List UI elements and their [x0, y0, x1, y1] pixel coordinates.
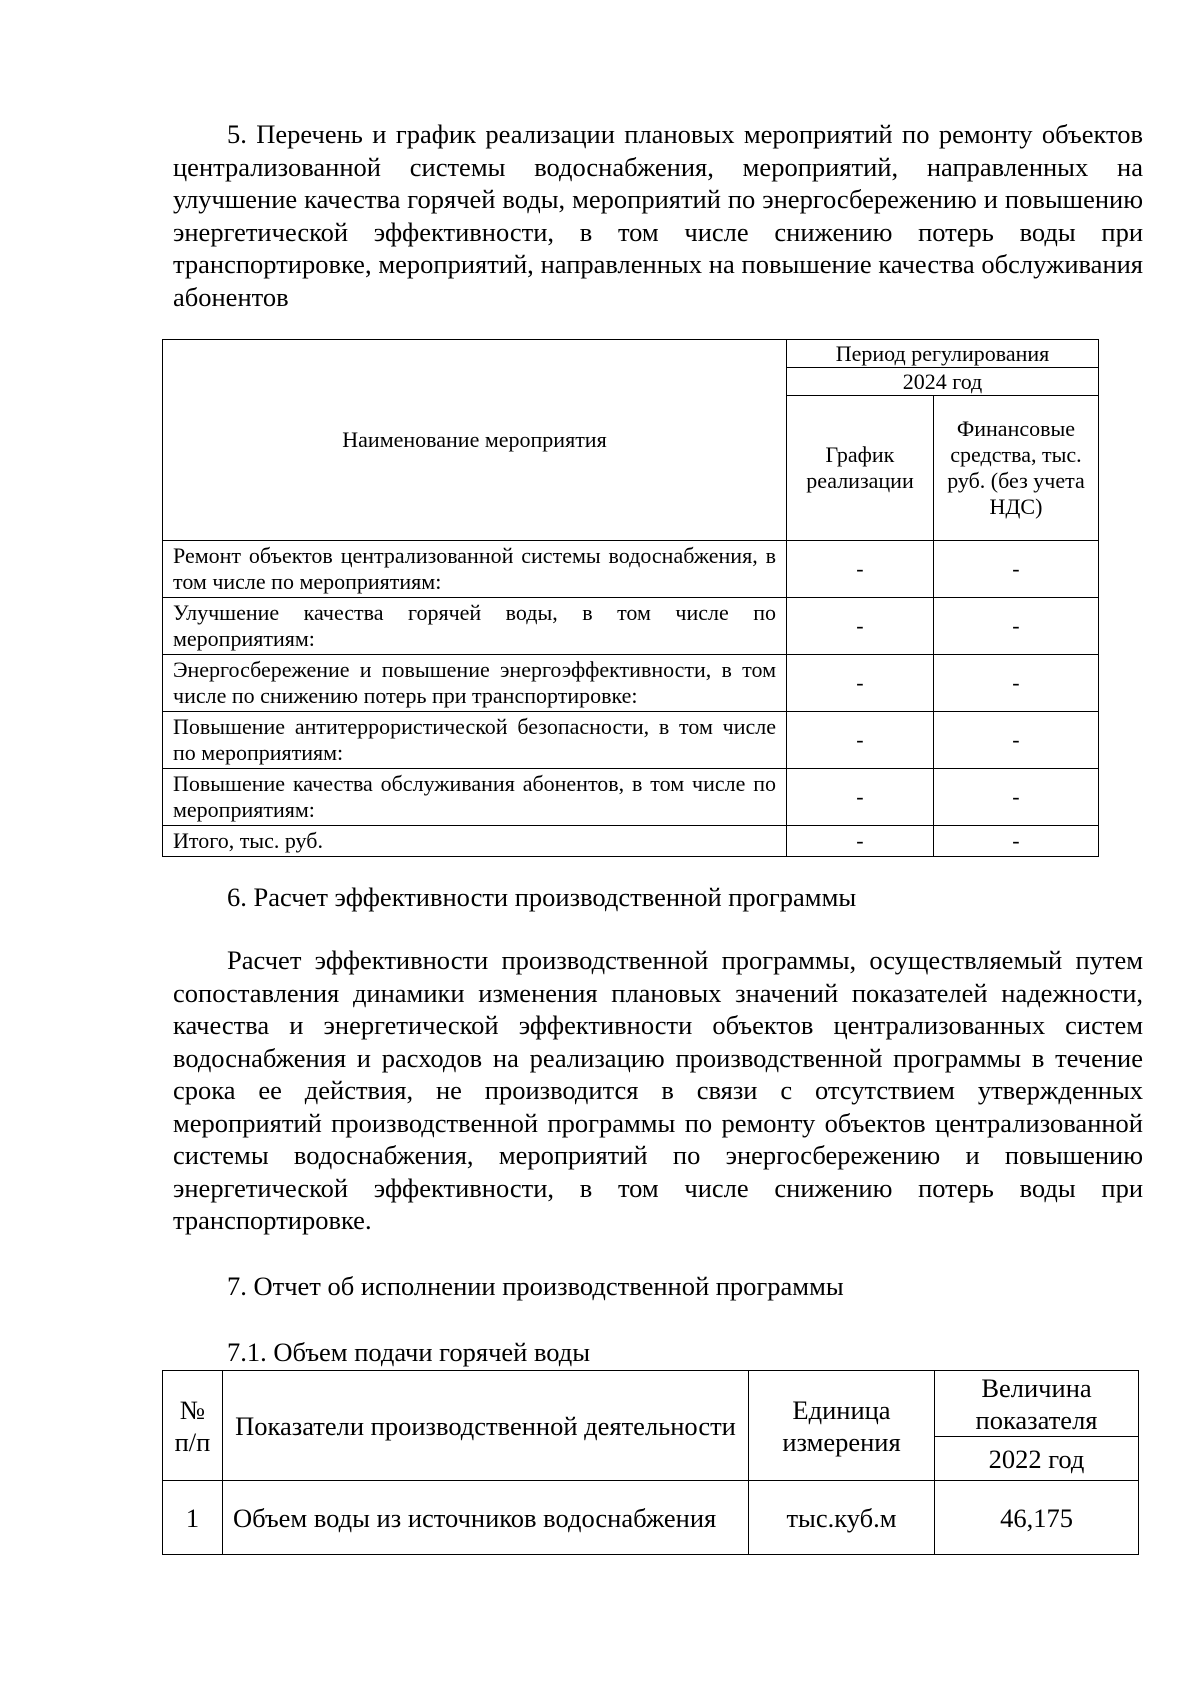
- schedule-value: -: [787, 541, 934, 598]
- section-5-heading: 5. Перечень и график реализации плановых мероприятий по ремонту объектов централизованной системы водоснабжения, мероприятий, направленных на улучшение качества горячей воды, мероприятий по энергосбережению и повышению энергетической эффективности, в том числе снижению потерь воды при транспортировке, мероприятий, направленных на повышение качества обслуживания абонентов: [173, 119, 1143, 312]
- value-year-header: 2022 год: [935, 1437, 1139, 1481]
- row-number-header: № п/п: [163, 1371, 223, 1481]
- schedule-value: -: [787, 826, 934, 857]
- section-6-body: Расчет эффективности производственной программы, осуществляемый путем сопоставления динамики изменения плановых значений показателей надежности, качества и энергетической эффективности объектов централизованных систем водоснабжения и расходов на реализацию производственной программы в течение срока ее действия, не производится в связи с отсутствием утвержденных мероприятий производственной программы по ремонту объектов централизованной системы водоснабжения, мероприятий по энергосбережению и повышению энергетической эффективности, в том числе снижению потерь воды при транспортировке.: [173, 945, 1143, 1235]
- table-row: [163, 598, 1099, 655]
- finance-value: -: [933, 712, 1098, 769]
- hot-water-volume-table: [162, 1370, 1139, 1555]
- finance-header: Финансовые средства, тыс. руб. (без учета НДС): [933, 396, 1098, 541]
- activity-name: Ремонт объектов централизованной системы водоснабжения, в том числе по мероприятиям:: [163, 541, 787, 598]
- period-header: Период регулирования: [787, 340, 1099, 368]
- schedule-value: -: [787, 769, 934, 826]
- activity-name-header: Наименование мероприятия: [163, 340, 787, 541]
- unit-value: тыс.куб.м: [749, 1481, 935, 1555]
- table-row: [163, 1481, 1139, 1555]
- schedule-value: -: [787, 598, 934, 655]
- finance-value: -: [933, 655, 1098, 712]
- total-label: Итого, тыс. руб.: [163, 826, 787, 857]
- section-7-heading: 7. Отчет об исполнении производственной программы: [227, 1271, 844, 1301]
- activity-name: Улучшение качества горячей воды, в том числе по мероприятиям:: [163, 598, 787, 655]
- indicator-name: Объем воды из источников водоснабжения: [223, 1481, 749, 1555]
- table-row: [163, 769, 1099, 826]
- schedule-value: -: [787, 655, 934, 712]
- finance-value: -: [933, 541, 1098, 598]
- section-7-1-subheading: 7.1. Объем подачи горячей воды: [227, 1337, 591, 1367]
- value-header: Величина показателя: [935, 1371, 1139, 1437]
- finance-value: -: [933, 826, 1098, 857]
- unit-header: Единица измерения: [749, 1371, 935, 1481]
- year-header: 2024 год: [787, 368, 1099, 396]
- total-row: [163, 826, 1099, 857]
- table-row: [163, 712, 1099, 769]
- section-6-heading: 6. Расчет эффективности производственной программы: [227, 882, 857, 912]
- activity-name: Энергосбережение и повышение энергоэффективности, в том числе по снижению потерь при транспортировке:: [163, 655, 787, 712]
- table-row: [163, 541, 1099, 598]
- activity-name: Повышение качества обслуживания абонентов, в том числе по мероприятиям:: [163, 769, 787, 826]
- activities-table: [162, 339, 1099, 857]
- indicator-value: 46,175: [935, 1481, 1139, 1555]
- schedule-header: График реализации: [787, 396, 934, 541]
- indicator-header: Показатели производственной деятельности: [223, 1371, 749, 1481]
- finance-value: -: [933, 598, 1098, 655]
- row-number: 1: [163, 1481, 223, 1555]
- schedule-value: -: [787, 712, 934, 769]
- activity-name: Повышение антитеррористической безопасности, в том числе по мероприятиям:: [163, 712, 787, 769]
- finance-value: -: [933, 769, 1098, 826]
- table-row: [163, 655, 1099, 712]
